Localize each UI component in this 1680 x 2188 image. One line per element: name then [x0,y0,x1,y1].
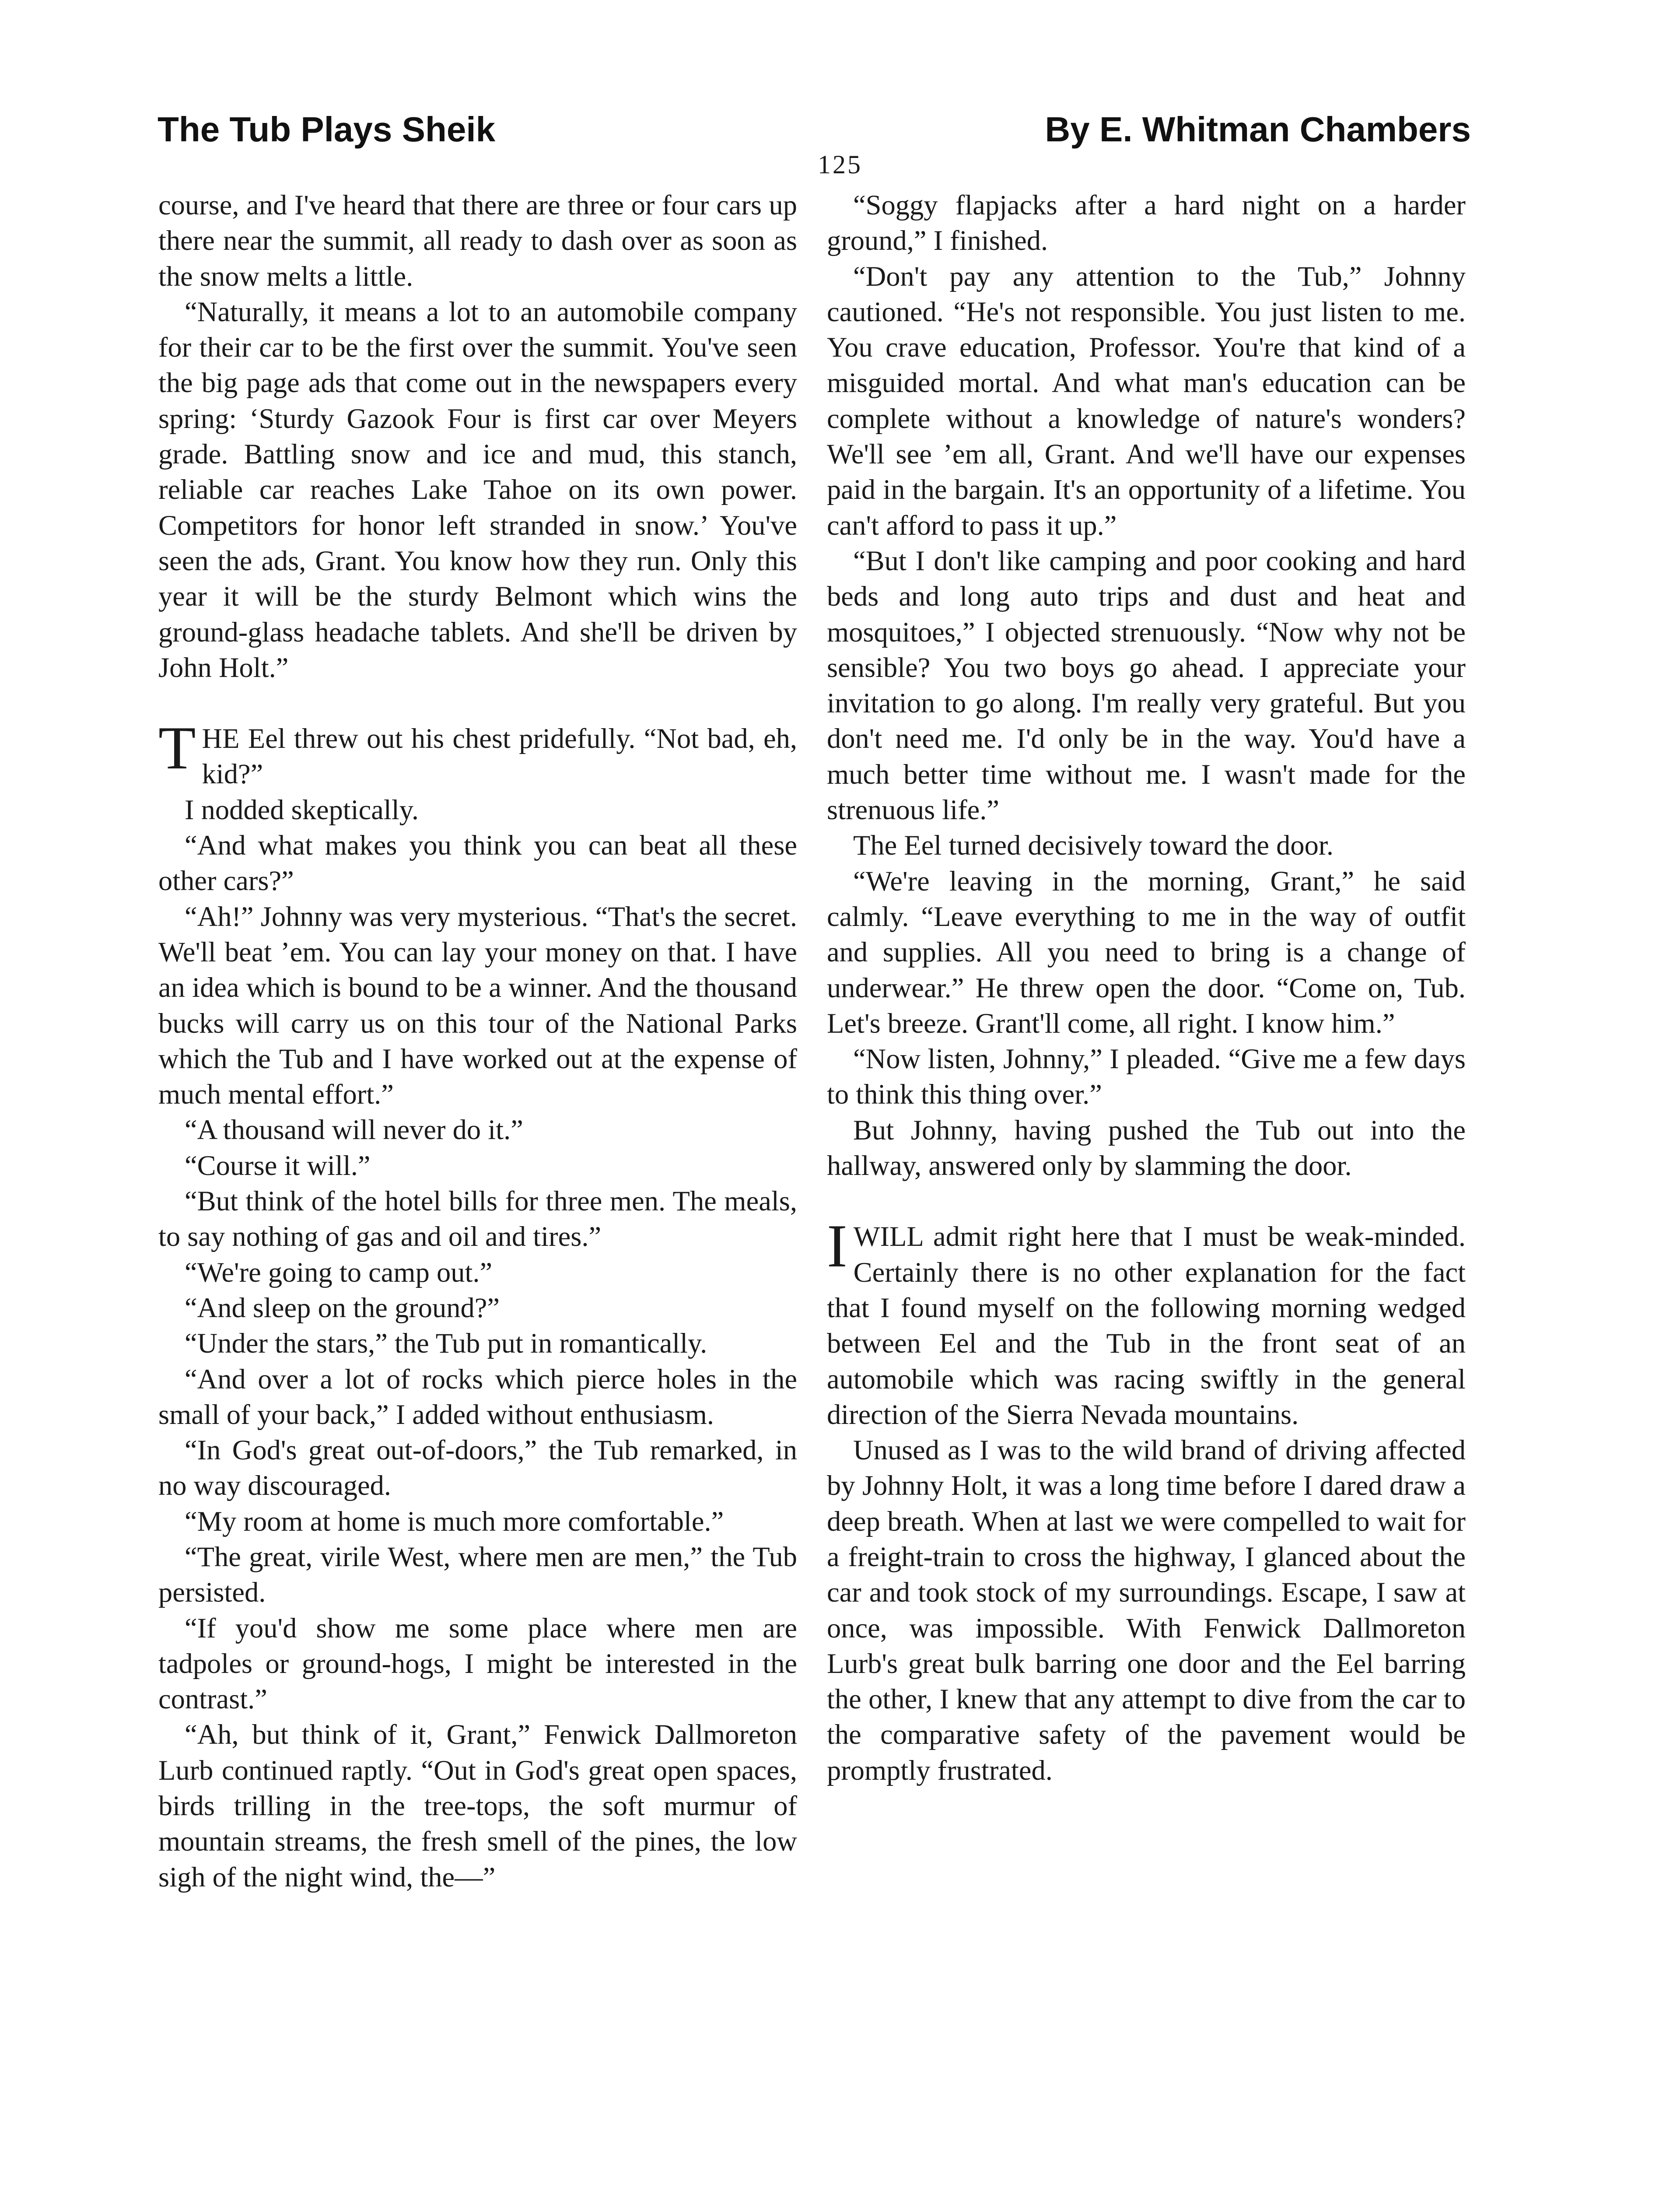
right-column [827,187,1466,1788]
paragraph: “But think of the hotel bills for three men. The meals, to say nothing of gas and oil and tires.” [158,1185,797,1252]
left-column [158,187,797,1895]
paragraph: “But I don't like camping and poor cooking and hard beds and long auto trips and dust and heat and mosquitoes,” I objected strenuously. “Now why not be sensible? You two boys go ahead. I appreciate your invitation to go along. I'm really very grateful. But you don't need me. I'd only be in the way. You'd have a much better time without me. I wasn't made for the strenuous life.” [827,545,1466,826]
paragraph: Unused as I was to the wild brand of driving affected by Johnny Holt, it was a long time before I dared draw a deep breath. When at last we were compelled to wait for a freight-train to cross the highway, I glanced about the car and took stock of my surroundings. Escape, I saw at once, was impossible. With Fenwick Dallmoreton Lurb's great bulk barring one door and the Eel barring the other, I knew that any attempt to dive from the car to the comparative safety of the pavement would be promptly frustrated. [827,1434,1466,1786]
paragraph: “Soggy flapjacks after a hard night on a harder ground,” I finished. [827,189,1466,256]
paragraph: “And sleep on the ground?” [185,1292,500,1323]
paragraph: “Ah!” Johnny was very mysterious. “That's the secret. We'll beat ’em. You can lay your money on that. I have an idea which is bound to be a winner. And the thousand bucks will carry us on this tour of the National Parks which the Tub and I have worked out at the expense of much mental effort.” [158,901,797,1110]
paragraph: “If you'd show me some place where men are tadpoles or ground-hogs, I might be interested in the contrast.” [158,1612,797,1715]
paragraph: “Don't pay any attention to the Tub,” Johnny cautioned. “He's not responsible. You just listen to me. You crave education, Professor. You're that kind of a misguided mortal. And what man's education can be complete without a knowledge of nature's wonders? We'll see ’em all, Grant. And we'll have our expenses paid in the bargain. It's an opportunity of a lifetime. You can't afford to pass it up.” [827,260,1466,541]
paragraph: “My room at home is much more comfortable.” [185,1505,724,1537]
page-header-title: The Tub Plays Sheik [158,110,496,149]
paragraph: course, and I've heard that there are three or four cars up there near the summit, all ready to dash over as soon as the snow melts a little. [158,189,797,292]
page-number: 125 [818,150,862,179]
paragraph: “Now listen, Johnny,” I pleaded. “Give me a few days to think this thing over.” [827,1043,1466,1110]
paragraph: “And over a lot of rocks which pierce holes in the small of your back,” I added without enthusiasm. [158,1363,797,1430]
drop-cap-letter: T [158,714,196,782]
paragraph-dropcap [158,714,797,792]
paragraph: “We're going to camp out.” [185,1256,493,1288]
paragraph: “And what makes you think you can beat all these other cars?” [158,830,797,897]
paragraph-dropcap [827,1212,1466,1432]
paragraph: “Course it will.” [185,1150,371,1181]
paragraph-text: HE Eel threw out his chest pridefully. “Not bad, eh, kid?” [202,723,797,790]
drop-cap-letter: I [827,1212,847,1280]
paragraph-text: WILL admit right here that I must be weak-minded. Certainly there is no other explanation for the fact that I found myself on the following morning wedged between Eel and the Tub in the front seat of an automobile which was racing swiftly in the general direction of the Sierra Nevada mountains. [827,1221,1466,1430]
paragraph: “We're leaving in the morning, Grant,” he said calmly. “Leave everything to me in the way of outfit and supplies. All you need to bring is a change of underwear.” He threw open the door. “Come on, Tub. Let's breeze. Grant'll come, all right. I know him.” [827,865,1466,1039]
paragraph: The Eel turned decisively toward the door. [853,830,1334,861]
paragraph: “The great, virile West, where men are men,” the Tub persisted. [158,1541,797,1608]
paragraph: “A thousand will never do it.” [185,1114,523,1146]
paragraph: “In God's great out-of-doors,” the Tub remarked, in no way discouraged. [158,1434,797,1501]
paragraph: But Johnny, having pushed the Tub out into the hallway, answered only by slamming the door. [827,1114,1466,1182]
paragraph: “Ah, but think of it, Grant,” Fenwick Dallmoreton Lurb continued raptly. “Out in God's great open spaces, birds trilling in the tree-tops, the soft murmur of mountain streams, the fresh smell of the pines, the low sigh of the night wind, the—” [158,1719,797,1893]
paragraph: “Under the stars,” the Tub put in romantically. [185,1328,707,1359]
paragraph: I nodded skeptically. [185,794,419,825]
paragraph: “Naturally, it means a lot to an automobile company for their car to be the first over the summit. You've seen the big page ads that come out in the newspapers every spring: ‘Sturdy Gazook Four is first car over Meyers grade. Battling snow and ice and mud, this stanch, reliable car reaches Lake Tahoe on its own power. Competitors for honor left stranded in snow.’ You've seen the ads, Grant. You know how they run. Only this year it will be the sturdy Belmont which wins the ground-glass headache tablets. And she'll be driven by John Holt.” [158,296,797,683]
page-header-author: By E. Whitman Chambers [1045,110,1471,149]
